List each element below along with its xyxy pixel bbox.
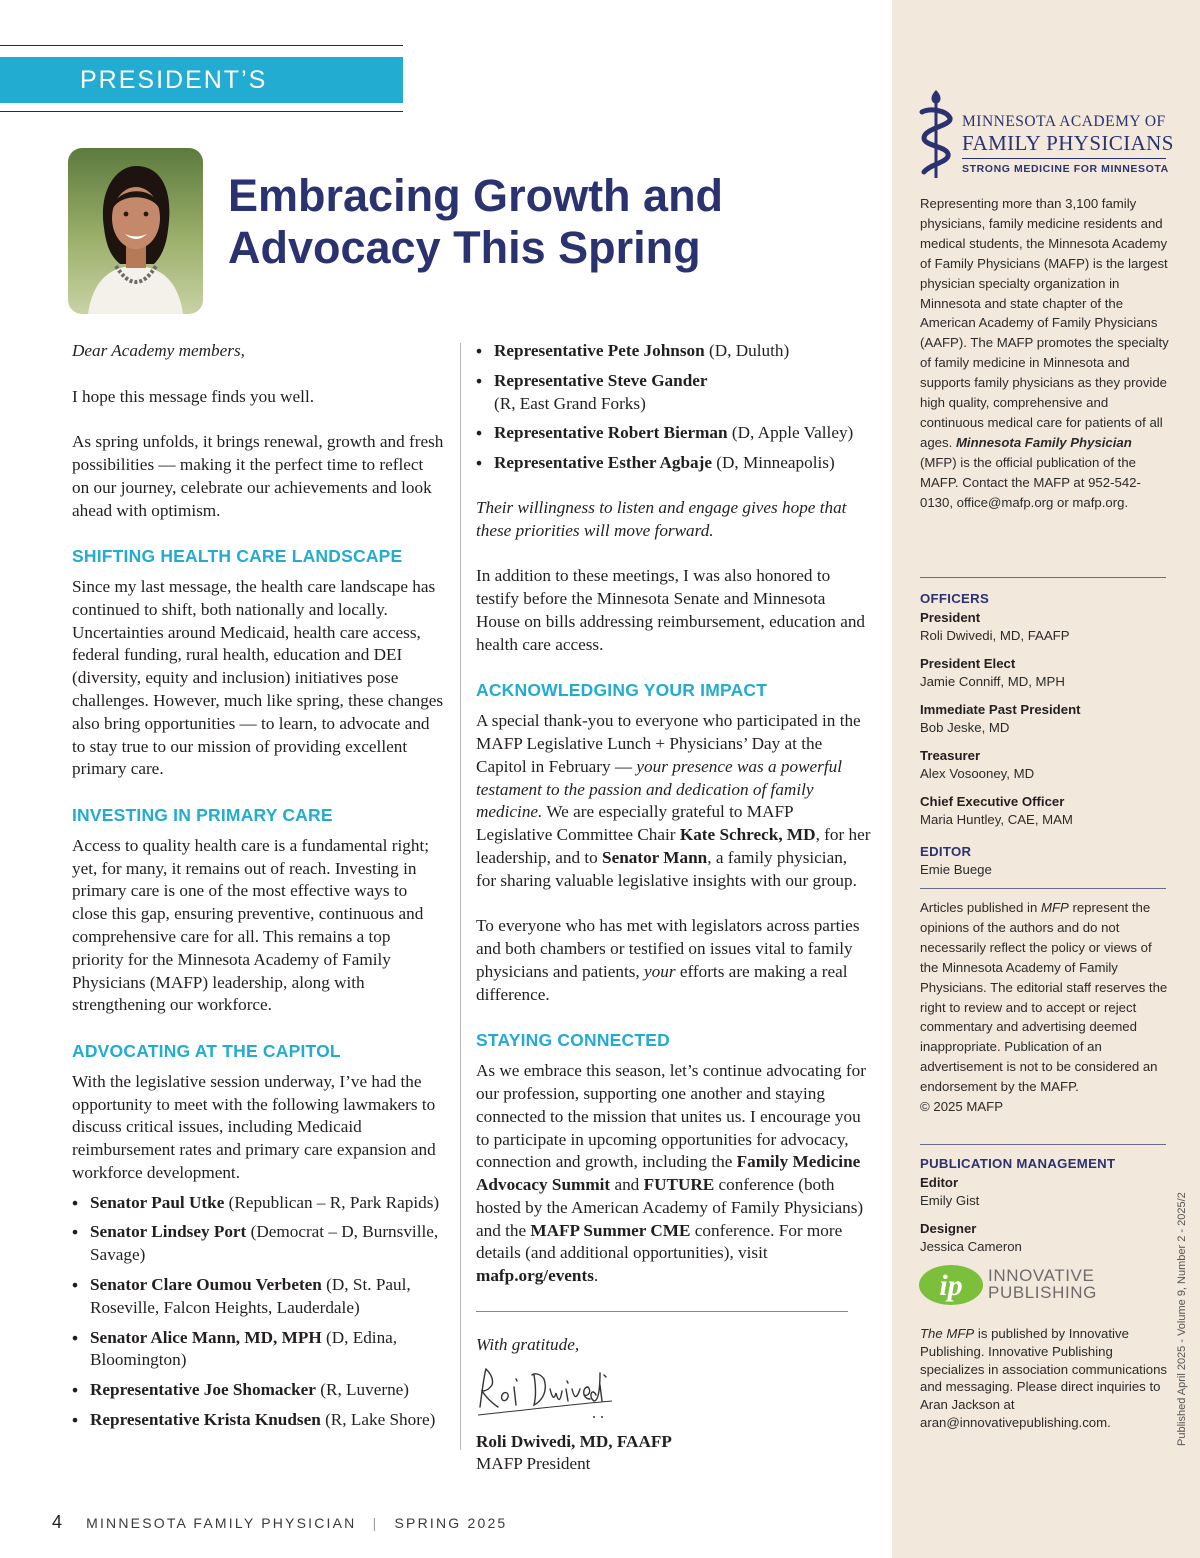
officers-heading: OFFICERS <box>920 591 990 606</box>
about-mafp: Representing more than 3,100 family physicians, family medicine residents and medical students, the Minnesota Academy of Family Physicians (MAFP) is the largest physician specialty organization in Minnesota and state chapter of the American Academy of Family Physicians (AAFP). The MAFP promotes the specialty of family medicine in Minnesota and supports family physicians as they provide high quality, comprehensive and continuous medical care for patients of all ages. Minnesota Family Physician (MFP) is the official publication of the MAFP. Contact the MAFP at 952-542-0130, office@mafp.org or mafp.org. <box>920 196 1169 510</box>
logo-line-1: MINNESOTA ACADEMY OF <box>962 113 1166 130</box>
lawmakers-list-1 <box>72 1192 444 1432</box>
signer-name: Roli Dwivedi, MD, FAAFP <box>476 1431 672 1451</box>
logo-rule <box>962 158 1166 159</box>
officer-entry: President Roli Dwivedi, MD, FAAFP <box>920 609 1070 643</box>
sidebar-divider <box>920 577 1166 578</box>
sidebar-divider <box>920 888 1166 889</box>
caduceus-logo-icon <box>916 88 956 180</box>
closing: With gratitude, <box>476 1334 580 1354</box>
section-banner <box>0 57 403 140</box>
publication-management <box>920 1154 1170 1266</box>
paragraph-primary-care: Access to quality health care is a fundamental right; yet, for many, it remains out of reach. Investing in primary care is one of the most effective ways to close this gap, ensuring preventive, continuous and comprehensive care for all. This remains a top priority for the Minnesota Academy of Family Physicians (MAFP) leadership, along with strengthening our workforce. <box>72 835 429 1015</box>
lawmakers-list-2 <box>476 340 871 475</box>
paragraph-connected: As we embrace this season, let’s continue advocating for our profession, supporting one another and staying connected to the mission that unites us. I encourage you to participate in upcoming opportunities for advocacy, connection and growth, including the Family Medicine Advocacy Summit and FUTURE conference (both hosted by the American Academy of Family Physicians) and the MAFP Summer CME conference. For more details (and additional opportunities), visit mafp.org/events. <box>476 1061 866 1286</box>
officer-entry: Treasurer Alex Vosooney, MD <box>920 747 1035 781</box>
logo-tagline: STRONG MEDICINE FOR MINNESOTA <box>962 163 1169 175</box>
heading-primary-care: INVESTING IN PRIMARY CARE <box>72 804 333 825</box>
paragraph-testify: In addition to these meetings, I was also honored to testify before the Minnesota Senate and Minnesota House on bills addressing reimbursement, education and health care access. <box>476 566 866 654</box>
editor-name: Emie Buege <box>920 862 992 877</box>
editor-heading: EDITOR <box>920 844 972 859</box>
pubmgmt-entry: Editor Emily Gist <box>920 1174 980 1208</box>
article-column-1 <box>72 340 444 1439</box>
sidebar-divider <box>920 1144 1166 1145</box>
list-item: • Senator Clare Oumou Verbeten (D, St. Paul, Roseville, Falcon Heights, Lauderdale) <box>72 1274 444 1320</box>
officer-entry: President Elect Jamie Conniff, MD, MPH <box>920 655 1065 689</box>
list-item: • Representative Pete Johnson (D, Duluth) <box>476 340 871 363</box>
list-item: • Representative Robert Bierman (D, Apple Valley) <box>476 422 871 445</box>
pubmgmt-entry: Designer Jessica Cameron <box>920 1220 1022 1254</box>
header-rule-top <box>0 45 403 46</box>
paragraph-capitol: With the legislative session underway, I’ve had the opportunity to meet with the following lawmakers to discuss critical issues, including Medicaid reimbursement rates and primary care expansion and workforce development. <box>72 1071 436 1182</box>
editor-section <box>920 843 1170 879</box>
intro-paragraph-1: I hope this message finds you well. <box>72 386 315 406</box>
pubmgmt-heading: PUBLICATION MANAGEMENT <box>920 1156 1116 1171</box>
innovative-publishing-wordmark: INNOVATIVE PUBLISHING <box>988 1266 1097 1302</box>
article-title <box>228 170 868 274</box>
signer-title: MAFP President <box>476 1454 591 1474</box>
publication-name: MINNESOTA FAMILY PHYSICIAN <box>86 1515 357 1531</box>
list-item: • Representative Joe Shomacker (R, Luverne) <box>72 1379 444 1402</box>
heading-landscape: SHIFTING HEALTH CARE LANDSCAPE <box>72 546 403 567</box>
salutation: Dear Academy members, <box>72 341 245 360</box>
heading-impact: ACKNOWLEDGING YOUR IMPACT <box>476 680 768 701</box>
heading-capitol: ADVOCATING AT THE CAPITOL <box>72 1040 341 1061</box>
signature-divider <box>476 1311 848 1312</box>
list-item: • Representative Steve Gander (R, East Grand Forks) <box>476 370 871 416</box>
page-footer <box>52 1512 507 1533</box>
copyright: © 2025 MAFP <box>920 1099 1004 1115</box>
page-number: 4 <box>52 1512 63 1532</box>
innovative-publishing-logo-icon <box>918 1264 984 1306</box>
publisher-info: The MFP is published by Innovative Publishing. Innovative Publishing specializes in association communications and messaging. Please direct inquiries to Aran Jackson at aran@innovativepublishing.com. <box>920 1326 1168 1430</box>
list-item: • Representative Krista Knudsen (R, Lake Shore) <box>72 1409 444 1432</box>
officers-section <box>920 589 1170 839</box>
disclaimer: Articles published in MFP represent the opinions of the authors and do not necessarily reflect the policy or views of the Minnesota Academy of Family Physicians. The editorial staff reserves the right to review and to accept or reject commentary and advertising deemed inappropriate. Publication of an advertisement is not to be considered an endorsement by the MAFP. © 2025 MAFP <box>920 898 1170 1117</box>
svg-text:ip: ip <box>939 1269 963 1302</box>
list-item: • Senator Lindsey Port (Democrat – D, Burnsville, Savage) <box>72 1221 444 1267</box>
column-divider <box>460 343 461 1450</box>
officer-entry: Immediate Past President Bob Jeske, MD <box>920 701 1081 735</box>
issue-vertical-note: Published April 2025 - Volume 9, Number 2 - 2025/2 <box>1176 1192 1188 1446</box>
list-item: • Representative Esther Agbaje (D, Minneapolis) <box>476 452 871 475</box>
signature-graphic <box>476 1361 626 1423</box>
list-item: • Senator Alice Mann, MD, MPH (D, Edina, Bloomington) <box>72 1327 444 1373</box>
paragraph-legislators: To everyone who has met with legislators across parties and both chambers or testified on issues vital to family physicians and patients, your efforts are making a real difference. <box>476 916 860 1004</box>
title-line-2: Advocacy This Spring <box>228 222 701 273</box>
section-label: PRESIDENT’S MESSAGE <box>80 66 268 140</box>
logo-line-2: FAMILY PHYSICIANS <box>962 131 1174 155</box>
footer-separator: | <box>372 1515 379 1531</box>
article-column-2 <box>476 340 871 1476</box>
paragraph-willingness: Their willingness to listen and engage gives hope that these priorities will move forward. <box>476 497 847 540</box>
title-line-1: Embracing Growth and <box>228 170 724 221</box>
issue-label: SPRING 2025 <box>394 1515 508 1531</box>
paragraph-impact: A special thank-you to everyone who participated in the MAFP Legislative Lunch + Physicians’ Day at the Capitol in February — your presence was a powerful testament to the passion and dedication of family medicine. We are especially grateful to MAFP Legislative Committee Chair Kate Schreck, MD, for her leadership, and to Senator Mann, a family physician, for sharing valuable legislative insights with our group. <box>476 711 871 890</box>
author-photo <box>68 148 203 314</box>
intro-paragraph-2: As spring unfolds, it brings renewal, growth and fresh possibilities — making it the perfect time to reflect on our journey, celebrate our achievements and look ahead with optimism. <box>72 432 444 520</box>
heading-connected: STAYING CONNECTED <box>476 1030 670 1051</box>
paragraph-landscape: Since my last message, the health care landscape has continued to shift, both nationally and locally. Uncertainties around Medicaid, health care access, federal funding, rural health, education and DEI (diversity, equity and inclusion) initiatives pose challenges. However, much like spring, these changes also bring opportunities — to learn, to advocate and to stay true to our mission of providing excellent primary care. <box>72 576 444 779</box>
header-rule-bottom <box>0 111 403 112</box>
officer-entry: Chief Executive Officer Maria Huntley, CAE, MAM <box>920 793 1073 827</box>
events-link[interactable]: mafp.org/events <box>476 1266 594 1286</box>
list-item: • Senator Paul Utke (Republican – R, Park Rapids) <box>72 1192 444 1215</box>
